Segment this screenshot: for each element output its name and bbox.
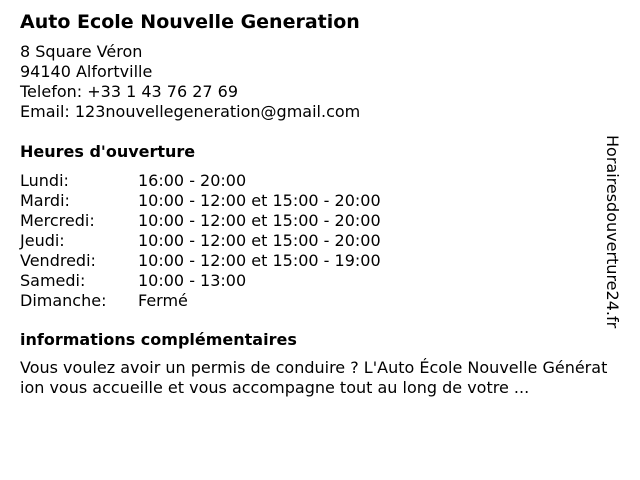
- opening-hours-title: Heures d'ouverture: [20, 142, 196, 161]
- hours-day: Jeudi:: [20, 231, 65, 250]
- email-address: Email: 123nouvellegeneration@gmail.com: [20, 102, 361, 121]
- hours-row-mardi: [20, 191, 610, 211]
- hours-day: Dimanche:: [20, 291, 107, 310]
- hours-row-mercredi: [20, 211, 610, 231]
- hours-row-jeudi: [20, 231, 610, 251]
- hours-time: 10:00 - 13:00: [138, 271, 247, 290]
- hours-day: Mercredi:: [20, 211, 95, 230]
- address-street: 8 Square Véron: [20, 42, 143, 61]
- hours-time: 16:00 - 20:00: [138, 171, 247, 190]
- hours-day: Vendredi:: [20, 251, 96, 270]
- hours-day: Lundi:: [20, 171, 69, 190]
- hours-row-lundi: [20, 171, 610, 191]
- phone-number: Telefon: +33 1 43 76 27 69: [20, 82, 239, 101]
- hours-day: Mardi:: [20, 191, 70, 210]
- hours-day: Samedi:: [20, 271, 86, 290]
- hours-row-samedi: [20, 271, 610, 291]
- hours-time: Fermé: [138, 291, 188, 310]
- additional-info-title: informations complémentaires: [20, 330, 297, 349]
- opening-hours-table: [20, 171, 610, 311]
- hours-row-dimanche: [20, 291, 610, 311]
- hours-time: 10:00 - 12:00 et 15:00 - 19:00: [138, 251, 381, 270]
- business-name: Auto Ecole Nouvelle Generation: [20, 11, 360, 33]
- hours-time: 10:00 - 12:00 et 15:00 - 20:00: [138, 231, 381, 250]
- hours-time: 10:00 - 12:00 et 15:00 - 20:00: [138, 211, 381, 230]
- hours-time: 10:00 - 12:00 et 15:00 - 20:00: [138, 191, 381, 210]
- hours-row-vendredi: [20, 251, 610, 271]
- address-city: 94140 Alfortville: [20, 62, 153, 81]
- site-watermark: Horairesdouverture24.fr: [603, 135, 622, 329]
- business-card: [20, 10, 610, 398]
- additional-info-description: Vous voulez avoir un permis de conduire ? L'Auto École Nouvelle Génération vous accueille et vous accompagne tout au long de votre ...: [20, 358, 608, 397]
